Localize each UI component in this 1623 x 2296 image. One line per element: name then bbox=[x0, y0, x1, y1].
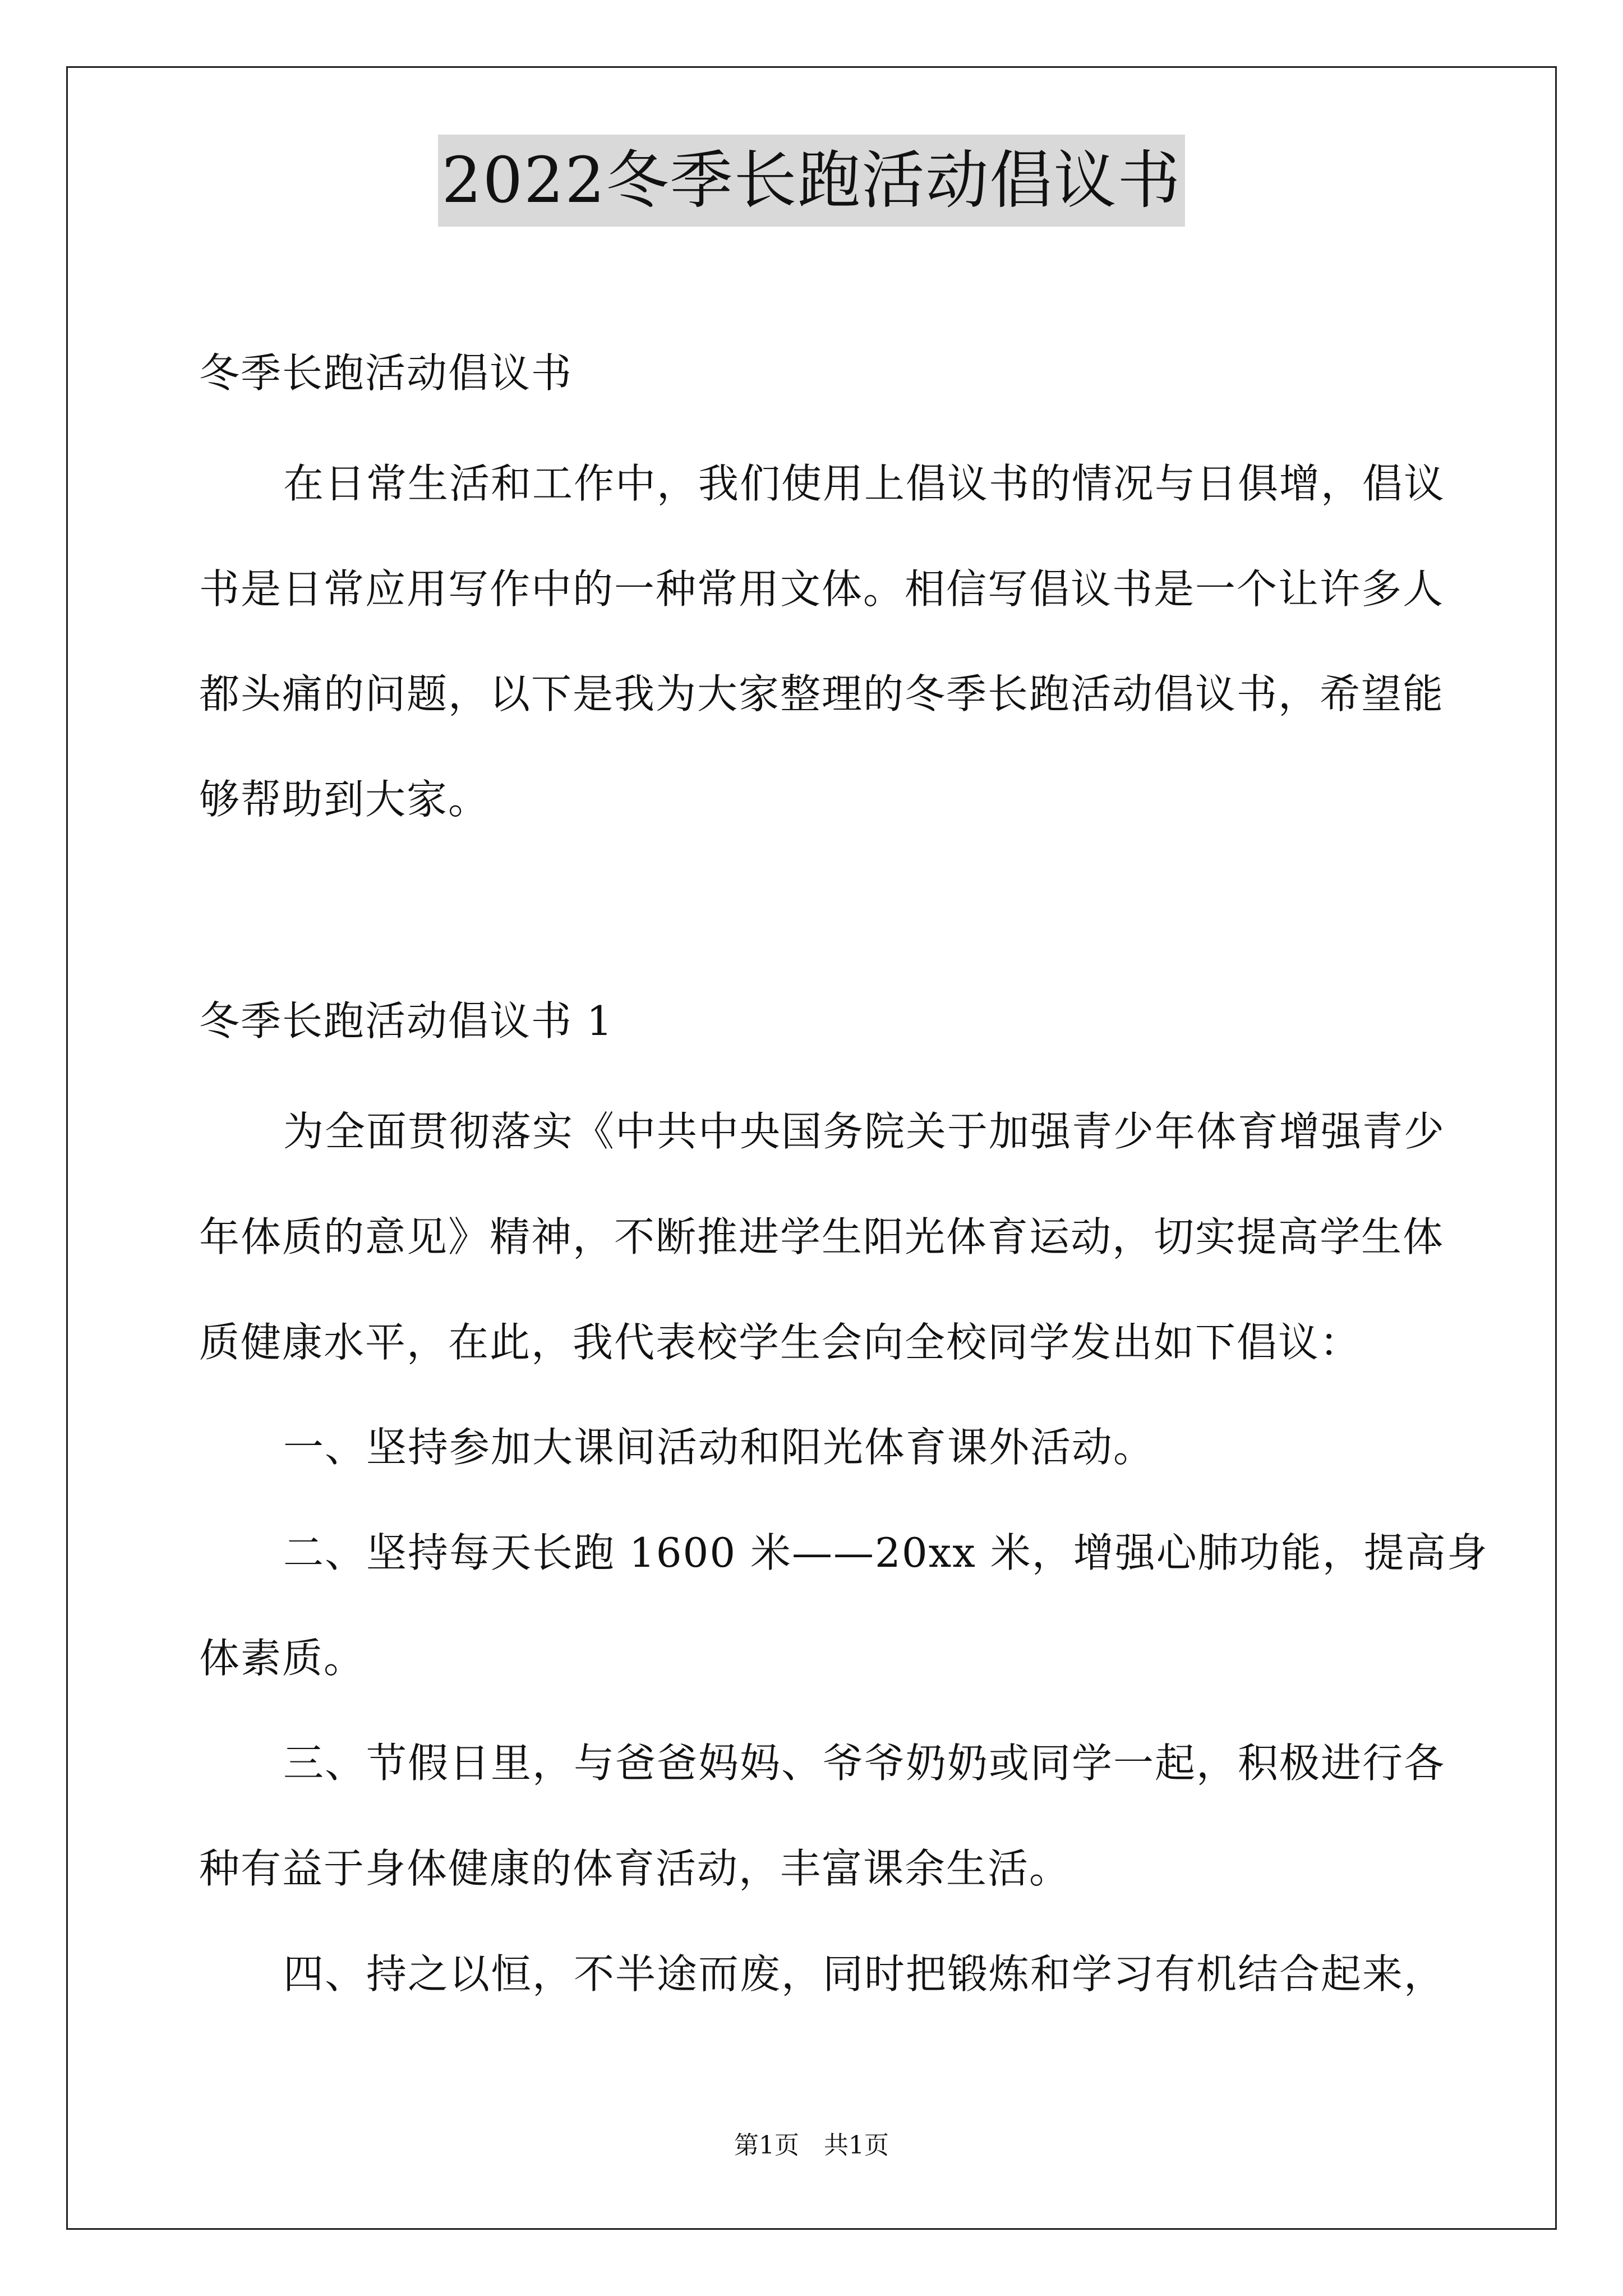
paragraph-line: 够帮助到大家。 bbox=[199, 776, 490, 823]
list-item-line: 一、坚持参加大课间活动和阳光体育课外活动。 bbox=[283, 1424, 1155, 1471]
document-title: 2022冬季长跑活动倡议书 bbox=[438, 135, 1184, 227]
page-footer: 第1页 共1页 bbox=[734, 2131, 889, 2160]
list-item-line: 体素质。 bbox=[199, 1635, 366, 1682]
section-heading: 冬季长跑活动倡议书 bbox=[199, 349, 573, 397]
list-item-line: 二、坚持每天长跑 1600 米——20xx 米，增强心肺功能，提高身 bbox=[283, 1529, 1488, 1576]
list-item-line: 三、节假日里，与爸爸妈妈、爷爷奶奶或同学一起，积极进行各 bbox=[283, 1740, 1446, 1787]
paragraph-line: 都头痛的问题，以下是我为大家整理的冬季长跑活动倡议书，希望能 bbox=[199, 670, 1445, 717]
list-item-line: 种有益于身体健康的体育活动，丰富课余生活。 bbox=[199, 1845, 1071, 1892]
title-container bbox=[0, 135, 1623, 227]
paragraph-line: 为全面贯彻落实《中共中央国务院关于加强青少年体育增强青少 bbox=[283, 1108, 1446, 1155]
paragraph-line: 年体质的意见》精神，不断推进学生阳光体育运动，切实提高学生体 bbox=[199, 1213, 1445, 1260]
paragraph-line: 质健康水平，在此，我代表校学生会向全校同学发出如下倡议： bbox=[199, 1319, 1362, 1366]
paragraph-line: 在日常生活和工作中，我们使用上倡议书的情况与日俱增，倡议 bbox=[283, 460, 1446, 507]
paragraph-line: 书是日常应用写作中的一种常用文体。相信写倡议书是一个让许多人 bbox=[199, 565, 1445, 613]
list-item-line: 四、持之以恒，不半途而废，同时把锻炼和学习有机结合起来， bbox=[283, 1950, 1446, 1998]
section-heading: 冬季长跑活动倡议书 1 bbox=[199, 997, 614, 1045]
